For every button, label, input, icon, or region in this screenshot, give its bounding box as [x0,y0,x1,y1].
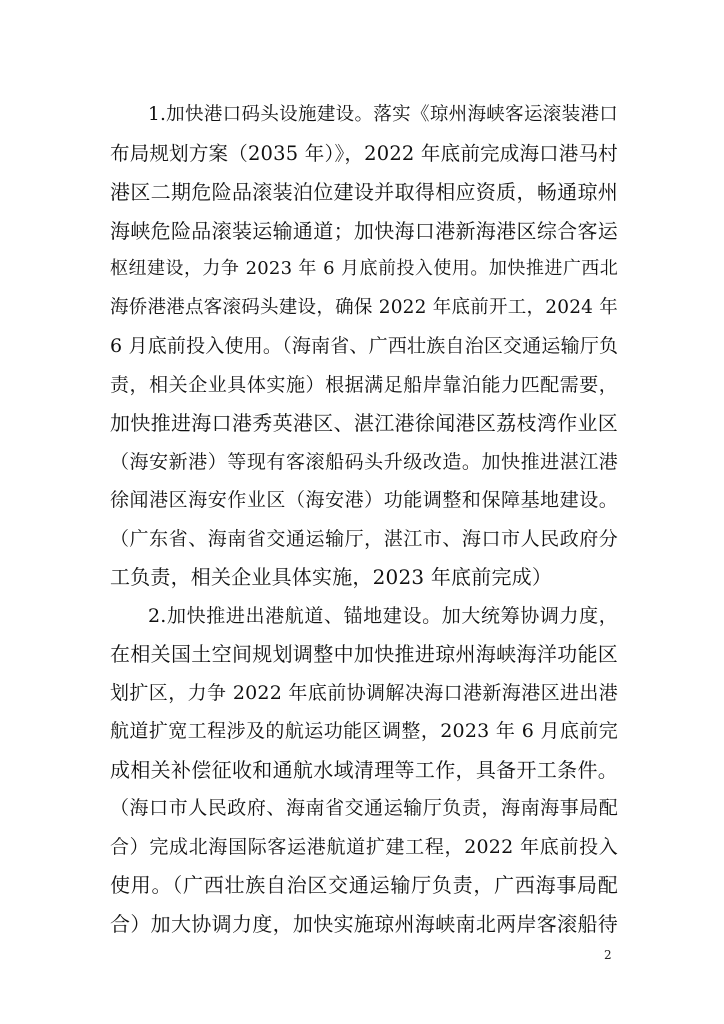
paragraph-line: 6 月底前投入使用。（海南省、广西壮族自治区交通运输厅负 [110,335,619,357]
page-number: 2 [604,948,612,962]
paragraph-line: 成相关补偿征收和通航水域清理等工作，具备开工条件。 [110,757,618,782]
paragraph-line: 加快推进海口港秀英港区、湛江港徐闻港区荔枝湾作业区 [110,411,618,435]
paragraph-line: 港区二期危险品滚装泊位建设并取得相应资质，畅通琼州 [110,180,618,204]
paragraph-line: 责，相关企业具体实施）根据满足船岸靠泊能力匹配需要， [110,373,618,396]
paragraph-line: 1.加快港口码头设施建设。落实《琼州海峡客运滚装港口 [148,104,618,125]
paragraph-line: 海峡危险品滚装运输通道；加快海口港新海港区综合客运 [110,218,618,243]
paragraph-line: 合）完成北海国际客运港航道扩建工程，2022 年底前投入 [110,835,618,858]
paragraph-line: 工负责，相关企业具体实施，2023 年底前完成） [110,565,553,589]
body-text [110,96,618,943]
paragraph-line: （海口市人民政府、海南省交通运输厅负责，海南海事局配 [110,797,618,819]
paragraph-line: 枢纽建设，力争 2023 年 6 月底前投入使用。加快推进广西北 [110,258,618,279]
paragraph-line: 合）加大协调力度，加快实施琼州海峡南北两岸客滚船待 [110,911,618,936]
paragraph-line: 划扩区，力争 2022 年底前协调解决海口港新海港区进出港 [110,681,618,704]
paragraph-line: 使用。（广西壮族自治区交通运输厅负责，广西海事局配 [110,873,618,897]
paragraph-line: （广东省、海南省交通运输厅，湛江市、海口市人民政府分 [110,527,618,550]
paragraph-line: 海侨港港点客滚码头建设，确保 2022 年底前开工，2024 年 [110,296,618,318]
paragraph-line: 在相关国土空间规划调整中加快推进琼州海峡海洋功能区 [110,642,618,666]
paragraph-line: 徐闻港区海安作业区（海安港）功能调整和保障基地建设。 [110,489,618,511]
paragraph-line: 2.加快推进出港航道、锚地建设。加大统筹协调力度， [148,604,618,627]
paragraph-line: 航道扩宽工程涉及的航运功能区调整，2023 年 6 月底前完 [110,720,618,742]
paragraph-line: （海安新港）等现有客滚船码头升级改造。加快推进湛江港 [110,450,618,473]
paragraph-line: 布局规划方案（2035 年）》，2022 年底前完成海口港马村 [110,141,618,165]
